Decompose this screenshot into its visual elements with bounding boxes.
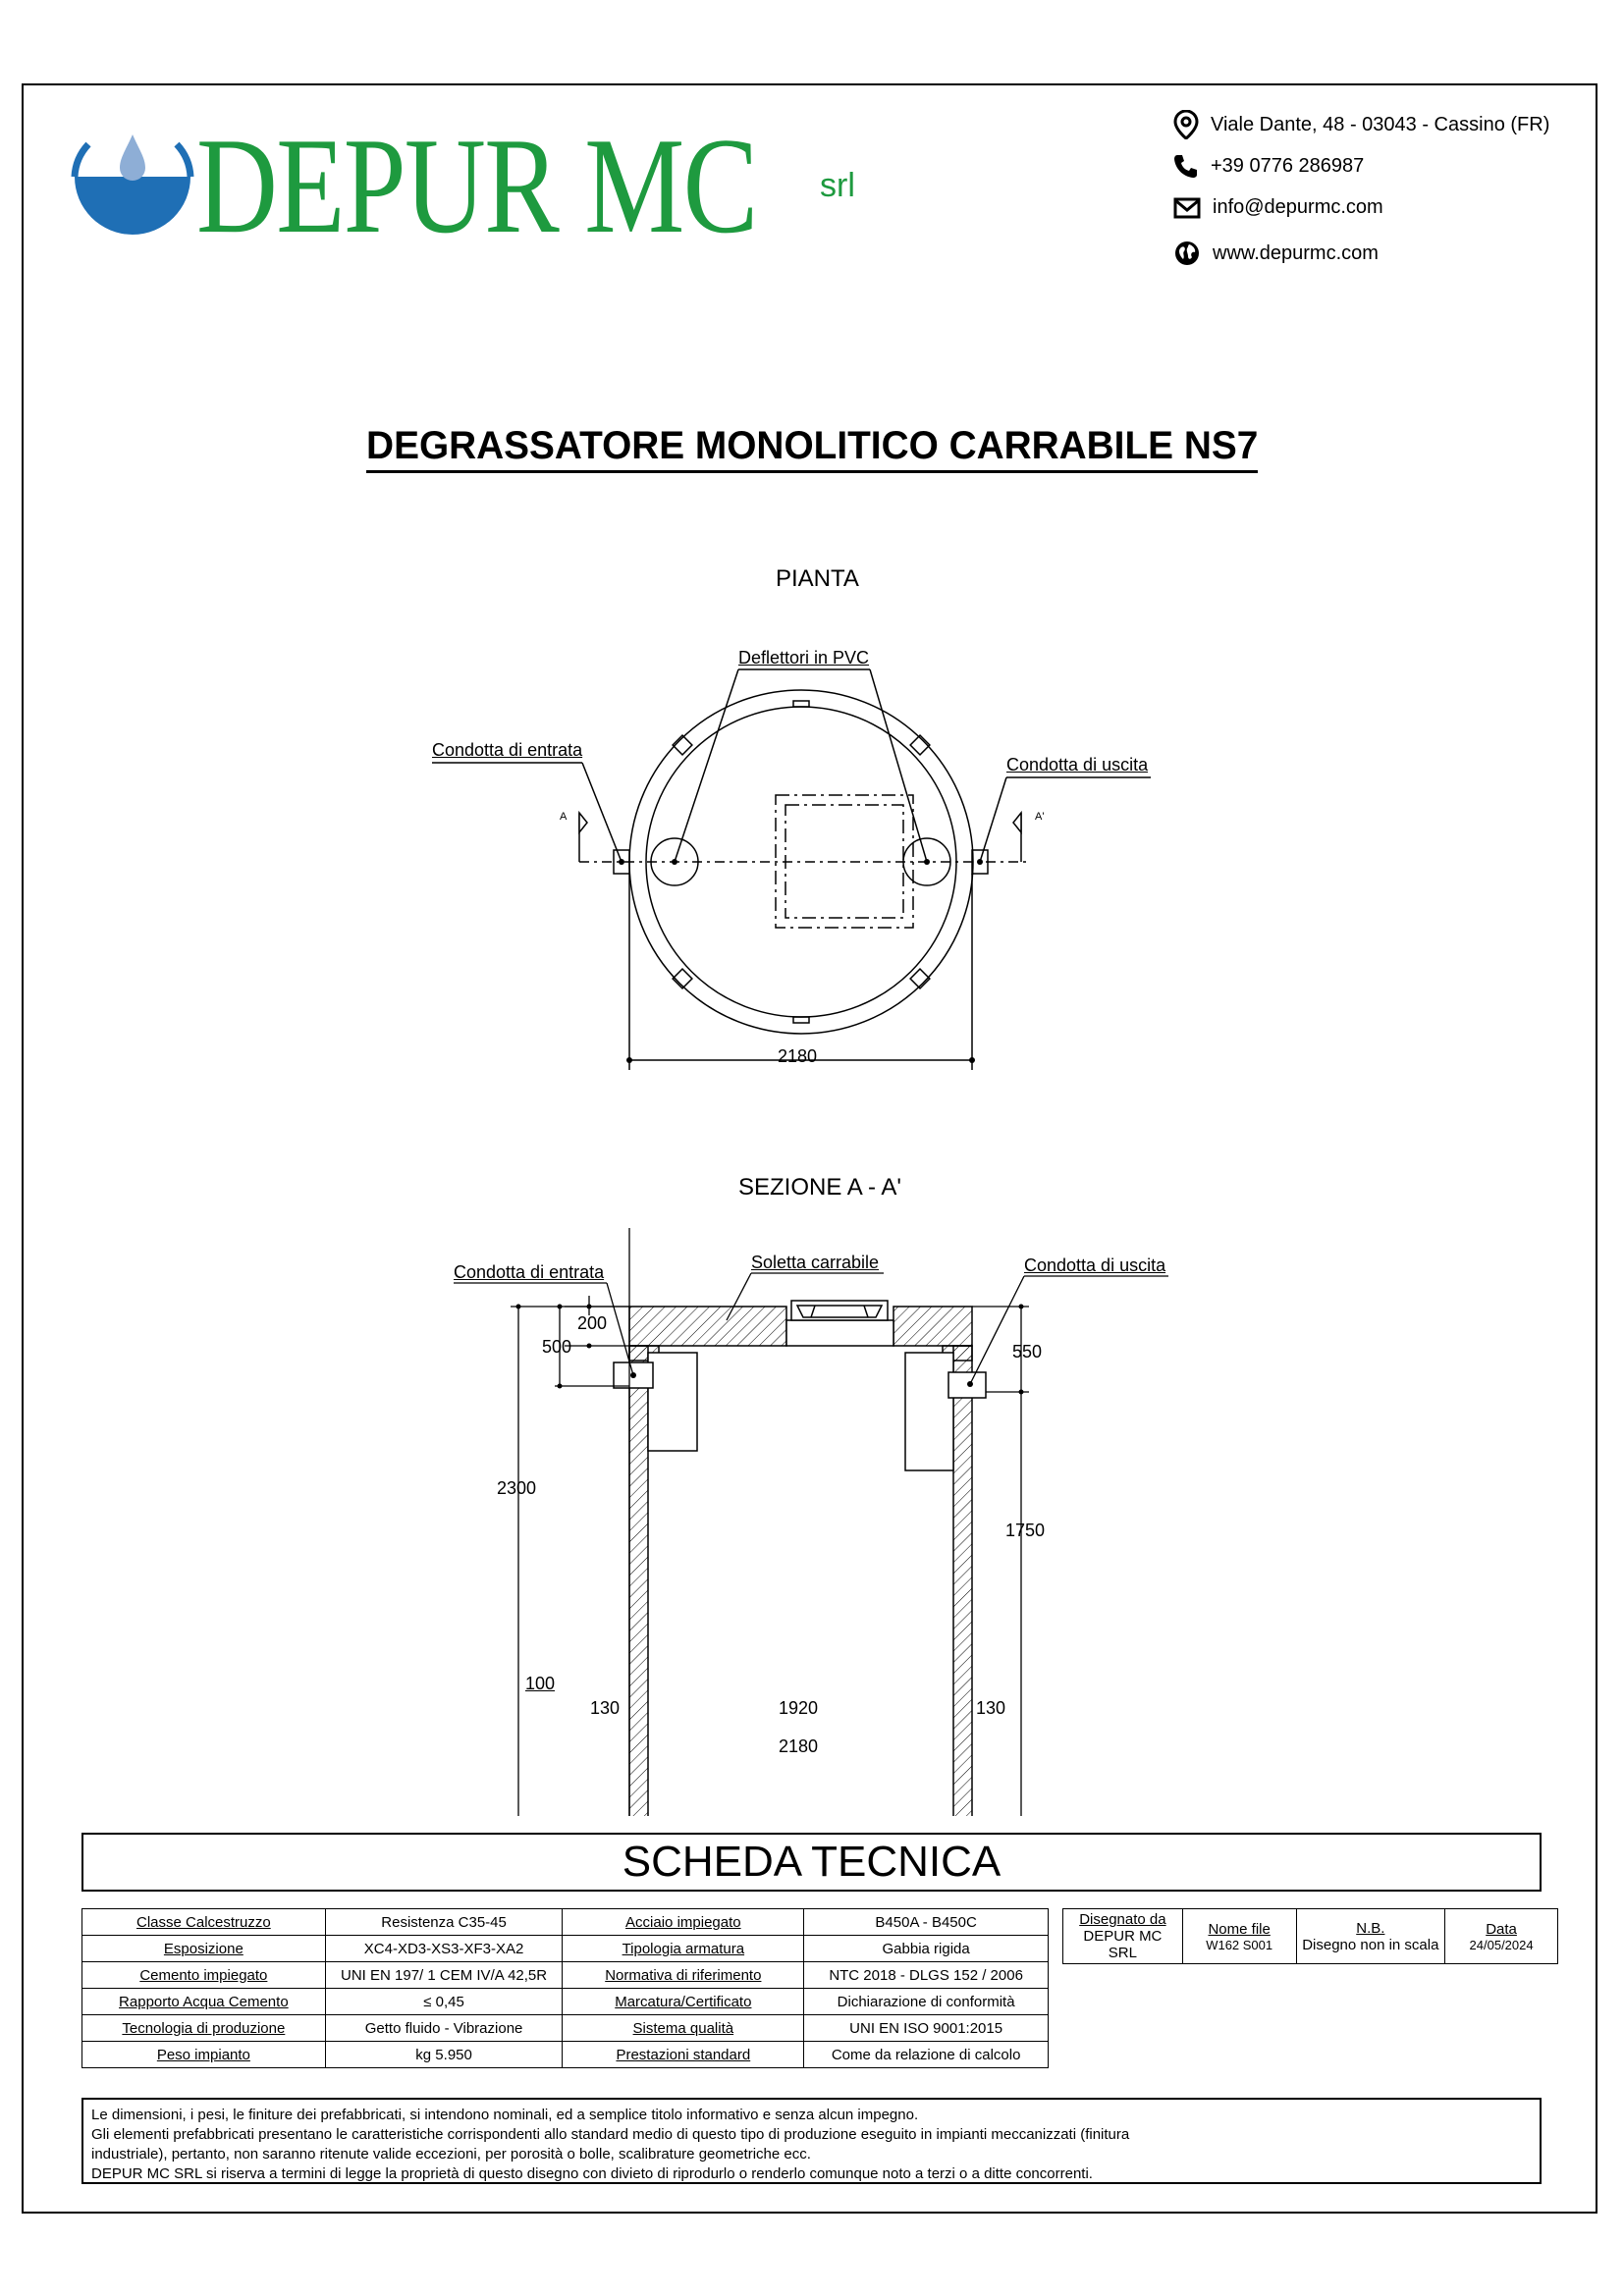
section-dim-1750: 1750 [1005,1521,1046,1540]
table-row [82,1989,1049,2015]
plan-heading: PIANTA [776,565,859,592]
email-text[interactable]: info@depurmc.com [1213,196,1383,218]
spec-value: XC4-XD3-XS3-XF3-XA2 [325,1936,563,1962]
info-nb [1296,1909,1445,1964]
spec-value: Getto fluido - Vibrazione [325,2015,563,2042]
brand-suffix: srl [820,167,855,204]
table-row [1063,1909,1558,1964]
nb-label: N.B. [1356,1919,1385,1937]
spec-label: Acciaio impiegato [563,1909,804,1936]
spec-value: B450A - B450C [804,1909,1049,1936]
spec-label: Classe Calcestruzzo [82,1909,326,1936]
nb-value: Disegno non in scala [1302,1936,1439,1953]
note-line: industriale), pertanto, non saranno ritenute valide eccezioni, per porosità o bolle, scalibrature geometriche ecc. [91,2146,811,2163]
table-row [82,1962,1049,1989]
spec-table [81,1908,1049,2068]
section-dim-130-right: 130 [976,1698,1006,1718]
plan-label-outlet: Condotta di uscita [1006,755,1149,774]
section-heading: SEZIONE A - A' [738,1174,901,1201]
website-text[interactable]: www.depurmc.com [1213,241,1379,264]
info-date [1445,1909,1558,1964]
spec-value: kg 5.950 [325,2042,563,2068]
spec-value: Dichiarazione di conformità [804,1989,1049,2015]
section-dim-500: 500 [542,1337,572,1357]
info-file [1182,1909,1296,1964]
spec-label: Marcatura/Certificato [563,1989,804,2015]
section-label-slab: Soletta carrabile [751,1253,880,1272]
spec-label: Rapporto Acqua Cemento [82,1989,326,2015]
note-line: Le dimensioni, i pesi, le finiture dei prefabbricati, si intendono nominali, ed a semplice titolo informativo e senza alcun impegno. [91,2107,919,2123]
note-line: DEPUR MC SRL si riserva a termini di legge la proprietà di questo disegno con divieto di riprodurlo o renderlo comunque noto a terzi o a ditte concorrenti. [91,2165,1093,2182]
table-row [82,2015,1049,2042]
spec-label: Prestazioni standard [563,2042,804,2068]
date-label: Data [1486,1920,1517,1938]
table-row [82,2042,1049,2068]
spec-label: Tecnologia di produzione [82,2015,326,2042]
note-line: Gli elementi prefabbricati presentano le caratteristiche corrispondenti allo standard medio di questo tipo di produzione eseguito in impianti meccanizzati (finitura [91,2126,1130,2143]
table-row [82,1936,1049,1962]
plan-label-inlet: Condotta di entrata [432,740,583,760]
spec-label: Tipologia armatura [563,1936,804,1962]
spec-value: Come da relazione di calcolo [804,2042,1049,2068]
phone-text: +39 0776 286987 [1211,154,1365,177]
designed-by-label: Disegnato da [1079,1911,1166,1928]
file-label: Nome file [1208,1920,1271,1938]
plan-marker-a-prime: A' [1035,811,1045,823]
info-designed-by [1063,1909,1183,1964]
plan-drawing [0,0,1624,1080]
brand-name: DEPUR MC [196,110,757,262]
disclaimer-notes [81,2098,1542,2184]
table-row [82,1909,1049,1936]
address-text: Viale Dante, 48 - 03043 - Cassino (FR) [1211,113,1550,135]
spec-label: Cemento impiegato [82,1962,326,1989]
spec-label: Normativa di riferimento [563,1962,804,1989]
spec-value: ≤ 0,45 [325,1989,563,2015]
spec-value: NTC 2018 - DLGS 152 / 2006 [804,1962,1049,1989]
info-table [1062,1908,1558,1964]
section-drawing [0,1227,1624,1816]
spec-value: UNI EN ISO 9001:2015 [804,2015,1049,2042]
plan-dim-diameter: 2180 [778,1046,818,1066]
document-title: DEGRASSATORE MONOLITICO CARRABILE NS7 [0,424,1624,473]
spec-label: Sistema qualità [563,2015,804,2042]
plan-label-deflectors: Deflettori in PVC [738,648,870,667]
spec-value: Resistenza C35-45 [325,1909,563,1936]
scheda-tecnica-heading: SCHEDA TECNICA [81,1833,1542,1892]
section-dim-550: 550 [1012,1342,1043,1362]
section-dim-200: 200 [577,1313,608,1333]
section-dim-2300: 2300 [497,1478,537,1498]
spec-label: Esposizione [82,1936,326,1962]
section-dim-2180: 2180 [779,1736,819,1756]
section-dim-100: 100 [525,1674,556,1693]
spec-value: UNI EN 197/ 1 CEM IV/A 42,5R [325,1962,563,1989]
file-value: W162 S001 [1206,1937,1273,1952]
spec-label: Peso impianto [82,2042,326,2068]
section-label-outlet: Condotta di uscita [1024,1255,1166,1275]
date-value: 24/05/2024 [1469,1937,1534,1952]
spec-value: Gabbia rigida [804,1936,1049,1962]
section-label-inlet: Condotta di entrata [454,1262,605,1282]
plan-marker-a: A [560,811,568,823]
section-dim-1920: 1920 [779,1698,819,1718]
section-dim-130-left: 130 [590,1698,621,1718]
designed-by-value: DEPUR MC SRL [1083,1928,1163,1961]
